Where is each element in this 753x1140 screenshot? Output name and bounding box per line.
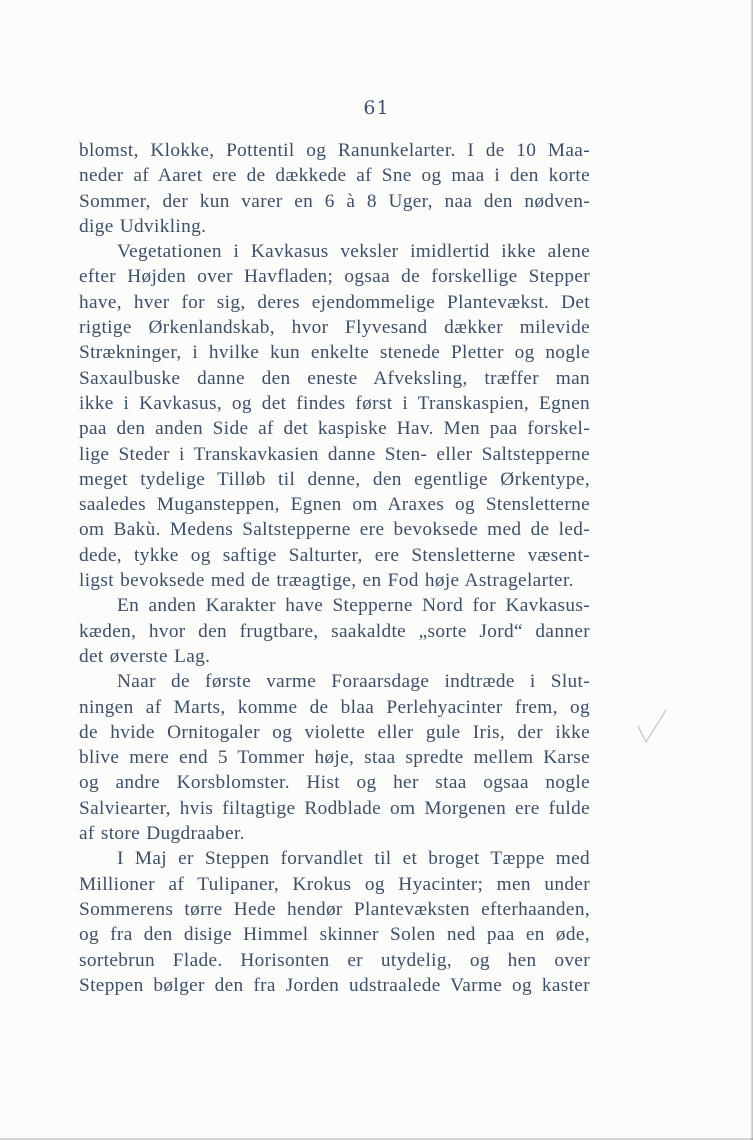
text-line: Saxaulbuske danne den eneste Afveksling, træffer man	[79, 367, 590, 389]
text-line: blive mere end 5 Tommer høje, staa spredte mellem Karse	[79, 747, 590, 769]
text-line: sortebrun Flade. Horisonten er utydelig, og hen over	[79, 949, 590, 971]
text-line: En anden Karakter have Stepperne Nord for Kavkasus-	[117, 595, 590, 617]
text-line: Sommerens tørre Hede hendør Plantevæksten efterhaanden,	[79, 898, 590, 920]
text-line: efter Højden over Havfladen; ogsaa de forskellige Stepper	[79, 266, 590, 288]
paragraph	[79, 669, 590, 846]
text-line: paa den anden Side af det kaspiske Hav. Men paa forskel-	[79, 418, 590, 440]
paragraph	[79, 239, 590, 593]
text-line: rigtige Ørkenlandskab, hvor Flyvesand dækker milevide	[79, 317, 590, 339]
text-line: Salviearter, hvis filtagtige Rodblade om Morgenen ere fulde	[79, 797, 590, 819]
paragraph	[79, 593, 590, 669]
text-line: lige Steder i Transkavkasien danne Sten- eller Saltstepperne	[79, 443, 590, 465]
text-line: det øverste Lag.	[79, 645, 211, 667]
text-line: dede, tykke og saftige Salturter, ere Stensletterne væsent-	[79, 544, 590, 566]
text-line: Steppen bølger den fra Jorden udstraalede Varme og kaster	[79, 974, 590, 996]
page-number: 61	[363, 97, 390, 119]
text-line: Millioner af Tulipaner, Krokus og Hyacinter; men under	[79, 873, 590, 895]
text-line: og andre Korsblomster. Hist og her staa ogsaa nogle	[79, 772, 590, 794]
pencil-check-mark-icon	[636, 708, 668, 746]
text-line: Sommer, der kun varer en 6 à 8 Uger, naa den nødven-	[79, 190, 590, 212]
text-line: af store Dugdraaber.	[79, 823, 245, 845]
text-line: om Bakù. Medens Saltstepperne ere bevoksede med de led-	[79, 519, 590, 541]
paragraph	[79, 138, 590, 239]
body-text	[79, 138, 590, 998]
text-line: Strækninger, i hvilke kun enkelte stenede Pletter og nogle	[79, 342, 590, 364]
text-line: ikke i Kavkasus, og det findes først i Transkaspien, Egnen	[79, 392, 590, 414]
text-line: kæden, hvor den frugtbare, saakaldte „sorte Jord“ danner	[79, 620, 590, 642]
text-line: neder af Aaret ere de dækkede af Sne og maa i den korte	[79, 165, 590, 187]
text-line: og fra den disige Himmel skinner Solen ned paa en øde,	[79, 924, 590, 946]
text-line: Vegetationen i Kavkasus veksler imidlertid ikke alene	[117, 241, 590, 263]
text-line: Naar de første varme Foraarsdage indtræde i Slut-	[117, 671, 590, 693]
text-line: ningen af Marts, komme de blaa Perlehyacinter frem, og	[79, 696, 590, 718]
text-line: meget tydelige Tilløb til denne, den egentlige Ørkentype,	[79, 468, 590, 490]
text-line: blomst, Klokke, Pottentil og Ranunkelarter. I de 10 Maa-	[79, 140, 590, 161]
text-line: ligst bevoksede med de træagtige, en Fod høje Astragelarter.	[79, 570, 574, 592]
text-line: saaledes Mugansteppen, Egnen om Araxes og Stensletterne	[79, 494, 590, 516]
text-line: have, hver for sig, deres ejendommelige Plantevækst. Det	[79, 291, 590, 313]
text-line: de hvide Ornitogaler og violette eller gule Iris, der ikke	[79, 721, 590, 743]
text-line: dige Udvikling.	[79, 215, 207, 237]
text-line: I Maj er Steppen forvandlet til et broget Tæppe med	[117, 848, 590, 870]
paragraph	[79, 846, 590, 998]
